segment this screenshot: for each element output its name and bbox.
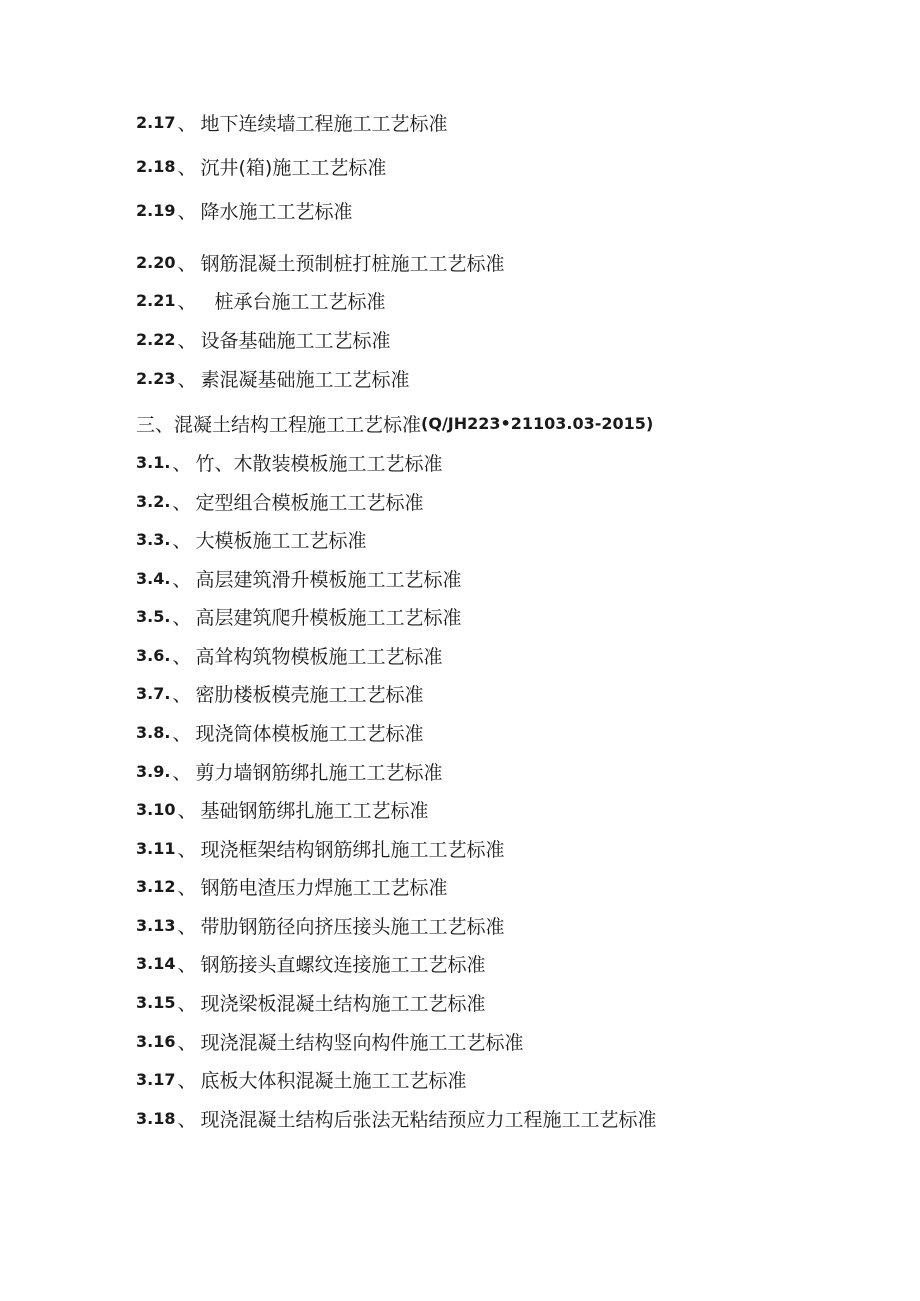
item-title: 高层建筑爬升模板施工工艺标准 <box>195 606 462 629</box>
item-number: 3.16 <box>136 1031 176 1051</box>
item-title: 降水施工工艺标准 <box>200 200 353 223</box>
item-title: 底板大体积混凝土施工工艺标准 <box>200 1069 467 1092</box>
item-separator: 、 <box>172 491 192 514</box>
item-number: 3.10 <box>136 799 176 819</box>
item-separator: 、 <box>177 112 197 135</box>
toc-item <box>136 447 442 477</box>
item-separator: 、 <box>172 529 192 552</box>
item-separator: 、 <box>177 368 197 391</box>
item-number: 3.18 <box>136 1108 176 1128</box>
item-separator: 、 <box>172 606 192 629</box>
toc-item <box>136 195 353 225</box>
toc-item <box>136 601 461 631</box>
item-number: 2.23 <box>136 368 176 388</box>
item-separator: 、 <box>177 200 197 223</box>
heading-title: 混凝土结构工程施工工艺标准 <box>174 413 422 436</box>
toc-item <box>136 987 486 1017</box>
toc-item <box>136 1026 524 1056</box>
item-separator: 、 <box>177 1069 197 1092</box>
toc-item <box>136 717 423 747</box>
item-title: 桩承台施工工艺标准 <box>214 290 386 313</box>
item-separator: 、 <box>172 761 192 784</box>
item-separator: 、 <box>177 1108 197 1131</box>
item-number: 3.13 <box>136 915 176 935</box>
toc-item <box>136 324 391 354</box>
item-separator: 、 <box>177 953 197 976</box>
item-title: 高层建筑滑升模板施工工艺标准 <box>195 568 462 591</box>
table-of-contents <box>136 0 896 1301</box>
item-number: 3.12 <box>136 876 176 896</box>
item-separator: 、 <box>177 876 197 899</box>
item-number: 2.19 <box>136 200 176 220</box>
item-number: 3.2. <box>136 491 171 511</box>
toc-item <box>136 794 429 824</box>
item-separator: 、 <box>172 722 192 745</box>
item-number: 2.18 <box>136 156 176 176</box>
item-separator: 、 <box>172 568 192 591</box>
item-separator: 、 <box>172 452 192 475</box>
item-title: 钢筋电渣压力焊施工工艺标准 <box>200 876 448 899</box>
section-heading <box>136 408 653 438</box>
toc-item <box>136 486 423 516</box>
toc-item <box>136 1064 467 1094</box>
item-number: 2.21 <box>136 290 176 310</box>
item-separator: 、 <box>177 992 197 1015</box>
toc-item <box>136 640 442 670</box>
item-title: 带肋钢筋径向挤压接头施工工艺标准 <box>200 915 505 938</box>
item-number: 3.14 <box>136 953 176 973</box>
item-separator: 、 <box>177 252 197 275</box>
item-title: 钢筋接头直螺纹连接施工工艺标准 <box>200 953 486 976</box>
heading-code: (Q/JH223•21103.03-2015) <box>421 413 654 433</box>
item-title: 钢筋混凝土预制桩打桩施工工艺标准 <box>200 252 505 275</box>
item-title: 现浇梁板混凝土结构施工工艺标准 <box>200 992 486 1015</box>
item-number: 3.5. <box>136 606 171 626</box>
toc-item <box>136 563 461 593</box>
toc-item <box>136 910 505 940</box>
item-title: 现浇混凝土结构竖向构件施工工艺标准 <box>200 1031 524 1054</box>
item-title: 现浇筒体模板施工工艺标准 <box>195 722 424 745</box>
item-number: 3.8. <box>136 722 171 742</box>
heading-prefix: 三、 <box>136 413 175 436</box>
item-separator: 、 <box>177 329 197 352</box>
item-title: 剪力墙钢筋绑扎施工工艺标准 <box>195 761 443 784</box>
item-separator: 、 <box>172 645 192 668</box>
item-title: 大模板施工工艺标准 <box>195 529 367 552</box>
item-separator: 、 <box>177 799 197 822</box>
item-number: 2.20 <box>136 252 176 272</box>
toc-item <box>136 833 505 863</box>
item-separator: 、 <box>177 156 197 179</box>
item-number: 3.3. <box>136 529 171 549</box>
item-number: 3.15 <box>136 992 176 1012</box>
item-separator: 、 <box>177 290 197 313</box>
item-title: 高耸构筑物模板施工工艺标准 <box>195 645 443 668</box>
toc-item <box>136 948 486 978</box>
item-title: 现浇混凝土结构后张法无粘结预应力工程施工工艺标准 <box>200 1108 657 1131</box>
item-title: 基础钢筋绑扎施工工艺标准 <box>200 799 429 822</box>
item-title: 沉井(箱)施工工艺标准 <box>200 156 387 179</box>
item-separator: 、 <box>172 683 192 706</box>
item-number: 3.4. <box>136 568 171 588</box>
item-number: 3.17 <box>136 1069 176 1089</box>
item-number: 3.11 <box>136 838 176 858</box>
item-separator: 、 <box>177 838 197 861</box>
toc-item <box>136 247 505 277</box>
item-title: 设备基础施工工艺标准 <box>200 329 391 352</box>
toc-item <box>136 756 442 786</box>
item-separator: 、 <box>177 1031 197 1054</box>
item-title: 现浇框架结构钢筋绑扎施工工艺标准 <box>200 838 505 861</box>
item-title: 素混凝基础施工工艺标准 <box>200 368 410 391</box>
item-number: 3.6. <box>136 645 171 665</box>
toc-item <box>136 151 386 181</box>
item-title: 定型组合模板施工工艺标准 <box>195 491 424 514</box>
toc-item <box>136 524 366 554</box>
item-number: 2.17 <box>136 112 176 132</box>
item-number: 3.1. <box>136 452 171 472</box>
toc-item <box>136 871 448 901</box>
item-title: 竹、木散装模板施工工艺标准 <box>195 452 443 475</box>
item-title: 地下连续墙工程施工工艺标准 <box>200 112 448 135</box>
toc-item <box>136 1103 657 1133</box>
item-number: 2.22 <box>136 329 176 349</box>
toc-item <box>136 107 448 137</box>
toc-item <box>136 363 410 393</box>
toc-item <box>136 678 423 708</box>
item-separator: 、 <box>177 915 197 938</box>
item-number: 3.9. <box>136 761 171 781</box>
toc-item <box>136 285 386 315</box>
item-number: 3.7. <box>136 683 171 703</box>
item-title: 密肋楼板模壳施工工艺标准 <box>195 683 424 706</box>
